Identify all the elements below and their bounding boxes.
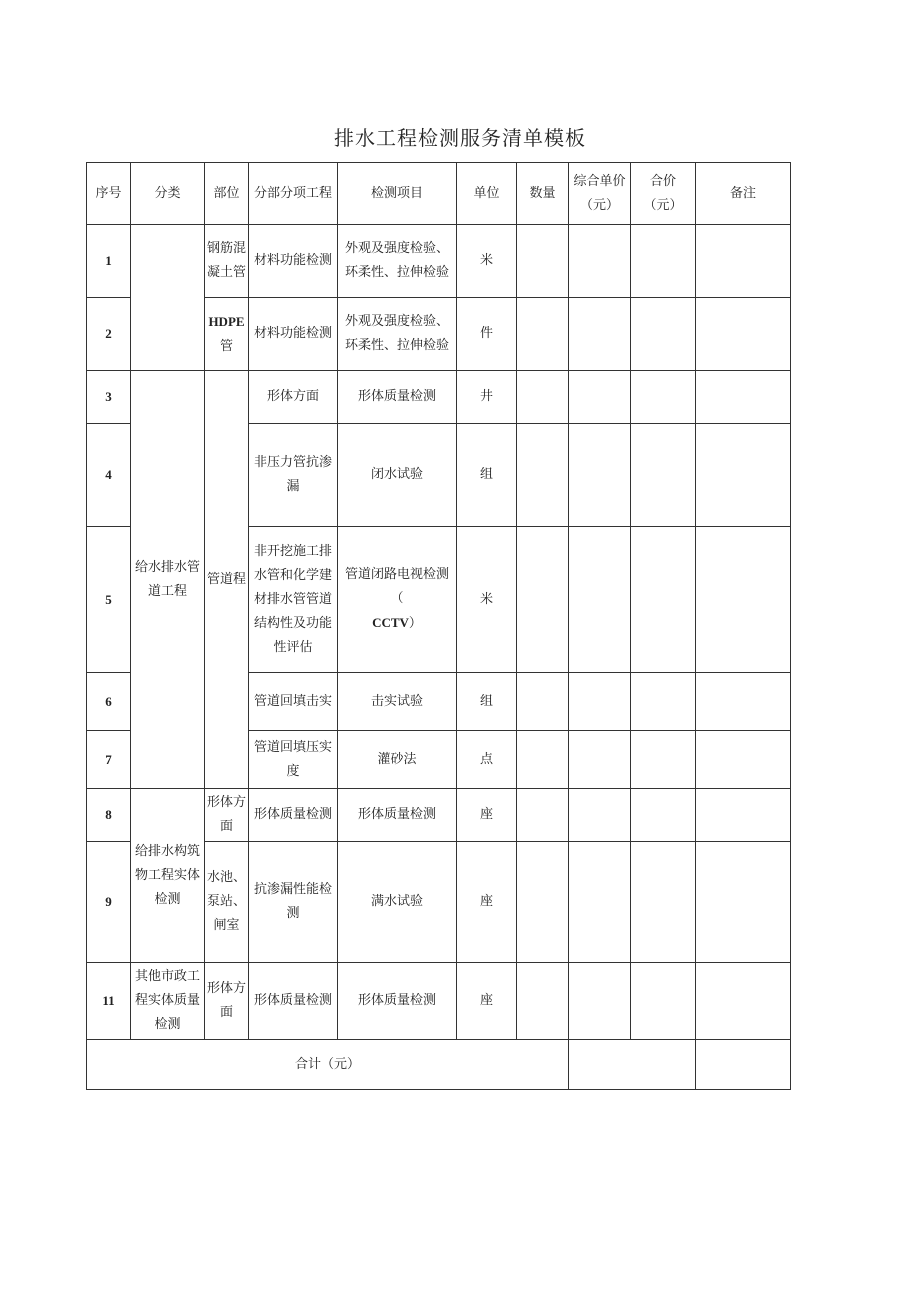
row-unit-price[interactable] <box>569 963 631 1040</box>
row-subitem: 形体方面 <box>249 371 338 424</box>
header-remark: 备注 <box>696 163 791 225</box>
row-quantity[interactable] <box>517 371 569 424</box>
row-subitem: 材料功能检测 <box>249 225 338 298</box>
row-no: 8 <box>87 789 131 842</box>
row-unit: 组 <box>457 673 517 731</box>
header-quantity: 数量 <box>517 163 569 225</box>
category-other: 其他市政工程实体质量检测 <box>131 963 205 1040</box>
header-unit: 单位 <box>457 163 517 225</box>
service-list-table <box>86 162 791 1090</box>
row-part: 形体方面 <box>205 963 249 1040</box>
row-test-item: 闭水试验 <box>338 424 457 527</box>
row-total[interactable] <box>631 731 696 789</box>
row-subitem: 管道回填压实度 <box>249 731 338 789</box>
table-row <box>87 963 791 1040</box>
total-remark[interactable] <box>696 1040 791 1090</box>
row-unit-price[interactable] <box>569 225 631 298</box>
row-remark[interactable] <box>696 527 791 673</box>
row-total[interactable] <box>631 225 696 298</box>
row-test-item: 外观及强度检验、环柔性、拉伸检验 <box>338 298 457 371</box>
row-unit: 座 <box>457 789 517 842</box>
row-remark[interactable] <box>696 842 791 963</box>
row-unit-price[interactable] <box>569 673 631 731</box>
row-quantity[interactable] <box>517 298 569 371</box>
row-no: 1 <box>87 225 131 298</box>
row-no: 7 <box>87 731 131 789</box>
row-part-rest: 管 <box>219 338 233 354</box>
row-unit: 座 <box>457 963 517 1040</box>
row-test-item: 外观及强度检验、环柔性、拉伸检验 <box>338 225 457 298</box>
row-unit: 组 <box>457 424 517 527</box>
row-remark[interactable] <box>696 963 791 1040</box>
row-subitem: 形体质量检测 <box>249 963 338 1040</box>
row-quantity[interactable] <box>517 789 569 842</box>
row-unit: 件 <box>457 298 517 371</box>
row-unit: 点 <box>457 731 517 789</box>
row-remark[interactable] <box>696 424 791 527</box>
row-subitem: 形体质量检测 <box>249 789 338 842</box>
row-remark[interactable] <box>696 225 791 298</box>
row-subitem: 非开挖施工排水管和化学建材排水管管道结构性及功能性评估 <box>249 527 338 673</box>
row-total[interactable] <box>631 789 696 842</box>
header-subitem: 分部分项工程 <box>249 163 338 225</box>
row-total[interactable] <box>631 298 696 371</box>
header-test-item: 检测项目 <box>338 163 457 225</box>
row-remark[interactable] <box>696 673 791 731</box>
header-total-line1: 合价 <box>649 173 676 189</box>
header-total <box>631 163 696 225</box>
part-pipeline: 管道程 <box>205 371 249 789</box>
row-part: 水池、泵站、闸室 <box>205 842 249 963</box>
row-unit: 座 <box>457 842 517 963</box>
row-no: 2 <box>87 298 131 371</box>
row-total[interactable] <box>631 963 696 1040</box>
row-unit-price[interactable] <box>569 789 631 842</box>
row-unit-price[interactable] <box>569 424 631 527</box>
row-no: 4 <box>87 424 131 527</box>
row-part: 形体方面 <box>205 789 249 842</box>
row-unit-price[interactable] <box>569 298 631 371</box>
category-pipeline: 给水排水管道工程 <box>131 371 205 789</box>
row-part <box>205 298 249 371</box>
header-total-line2: （元） <box>643 197 683 213</box>
row-test-item-bold: CCTV <box>372 615 409 630</box>
row-no: 11 <box>87 963 131 1040</box>
row-total[interactable] <box>631 842 696 963</box>
row-subitem: 管道回填击实 <box>249 673 338 731</box>
row-unit-price[interactable] <box>569 371 631 424</box>
row-test-item-main: 管道闭路电视检测（ <box>344 567 449 606</box>
row-test-item <box>338 527 457 673</box>
row-test-item: 形体质量检测 <box>338 371 457 424</box>
row-unit: 米 <box>457 527 517 673</box>
row-remark[interactable] <box>696 789 791 842</box>
row-subitem: 抗渗漏性能检测 <box>249 842 338 963</box>
table-row <box>87 789 791 842</box>
row-subitem: 非压力管抗渗漏 <box>249 424 338 527</box>
row-test-item: 灌砂法 <box>338 731 457 789</box>
row-unit-price[interactable] <box>569 527 631 673</box>
row-quantity[interactable] <box>517 424 569 527</box>
row-quantity[interactable] <box>517 225 569 298</box>
header-seq: 序号 <box>87 163 131 225</box>
row-test-item: 满水试验 <box>338 842 457 963</box>
row-unit-price[interactable] <box>569 731 631 789</box>
category-structure: 给排水构筑物工程实体检测 <box>131 789 205 963</box>
header-unit-price-line1: 综合单价 <box>573 173 626 189</box>
header-unit-price-line2: （元） <box>579 197 619 213</box>
category-cell-empty <box>131 225 205 371</box>
row-remark[interactable] <box>696 298 791 371</box>
header-category: 分类 <box>131 163 205 225</box>
total-label: 合计（元） <box>87 1040 569 1090</box>
row-subitem: 材料功能检测 <box>249 298 338 371</box>
header-part: 部位 <box>205 163 249 225</box>
row-no: 9 <box>87 842 131 963</box>
page-title: 排水工程检测服务清单模板 <box>334 126 586 150</box>
row-test-item: 击实试验 <box>338 673 457 731</box>
row-test-item: 形体质量检测 <box>338 963 457 1040</box>
header-row <box>87 163 791 225</box>
row-part: 钢筋混凝土管 <box>205 225 249 298</box>
row-total[interactable] <box>631 673 696 731</box>
row-quantity[interactable] <box>517 673 569 731</box>
total-row <box>87 1040 791 1090</box>
header-unit-price <box>569 163 631 225</box>
row-quantity[interactable] <box>517 527 569 673</box>
table-row <box>87 371 791 424</box>
row-unit: 井 <box>457 371 517 424</box>
row-remark[interactable] <box>696 731 791 789</box>
row-quantity[interactable] <box>517 842 569 963</box>
row-remark[interactable] <box>696 371 791 424</box>
row-no: 6 <box>87 673 131 731</box>
row-total[interactable] <box>631 424 696 527</box>
row-unit: 米 <box>457 225 517 298</box>
row-part-bold: HDPE <box>208 313 245 329</box>
total-amount[interactable] <box>569 1040 696 1090</box>
row-no: 5 <box>87 527 131 673</box>
row-test-item-close: ） <box>408 616 422 631</box>
row-total[interactable] <box>631 527 696 673</box>
row-quantity[interactable] <box>517 963 569 1040</box>
row-unit-price[interactable] <box>569 842 631 963</box>
table-row <box>87 225 791 298</box>
row-test-item: 形体质量检测 <box>338 789 457 842</box>
row-total[interactable] <box>631 371 696 424</box>
row-quantity[interactable] <box>517 731 569 789</box>
row-no: 3 <box>87 371 131 424</box>
